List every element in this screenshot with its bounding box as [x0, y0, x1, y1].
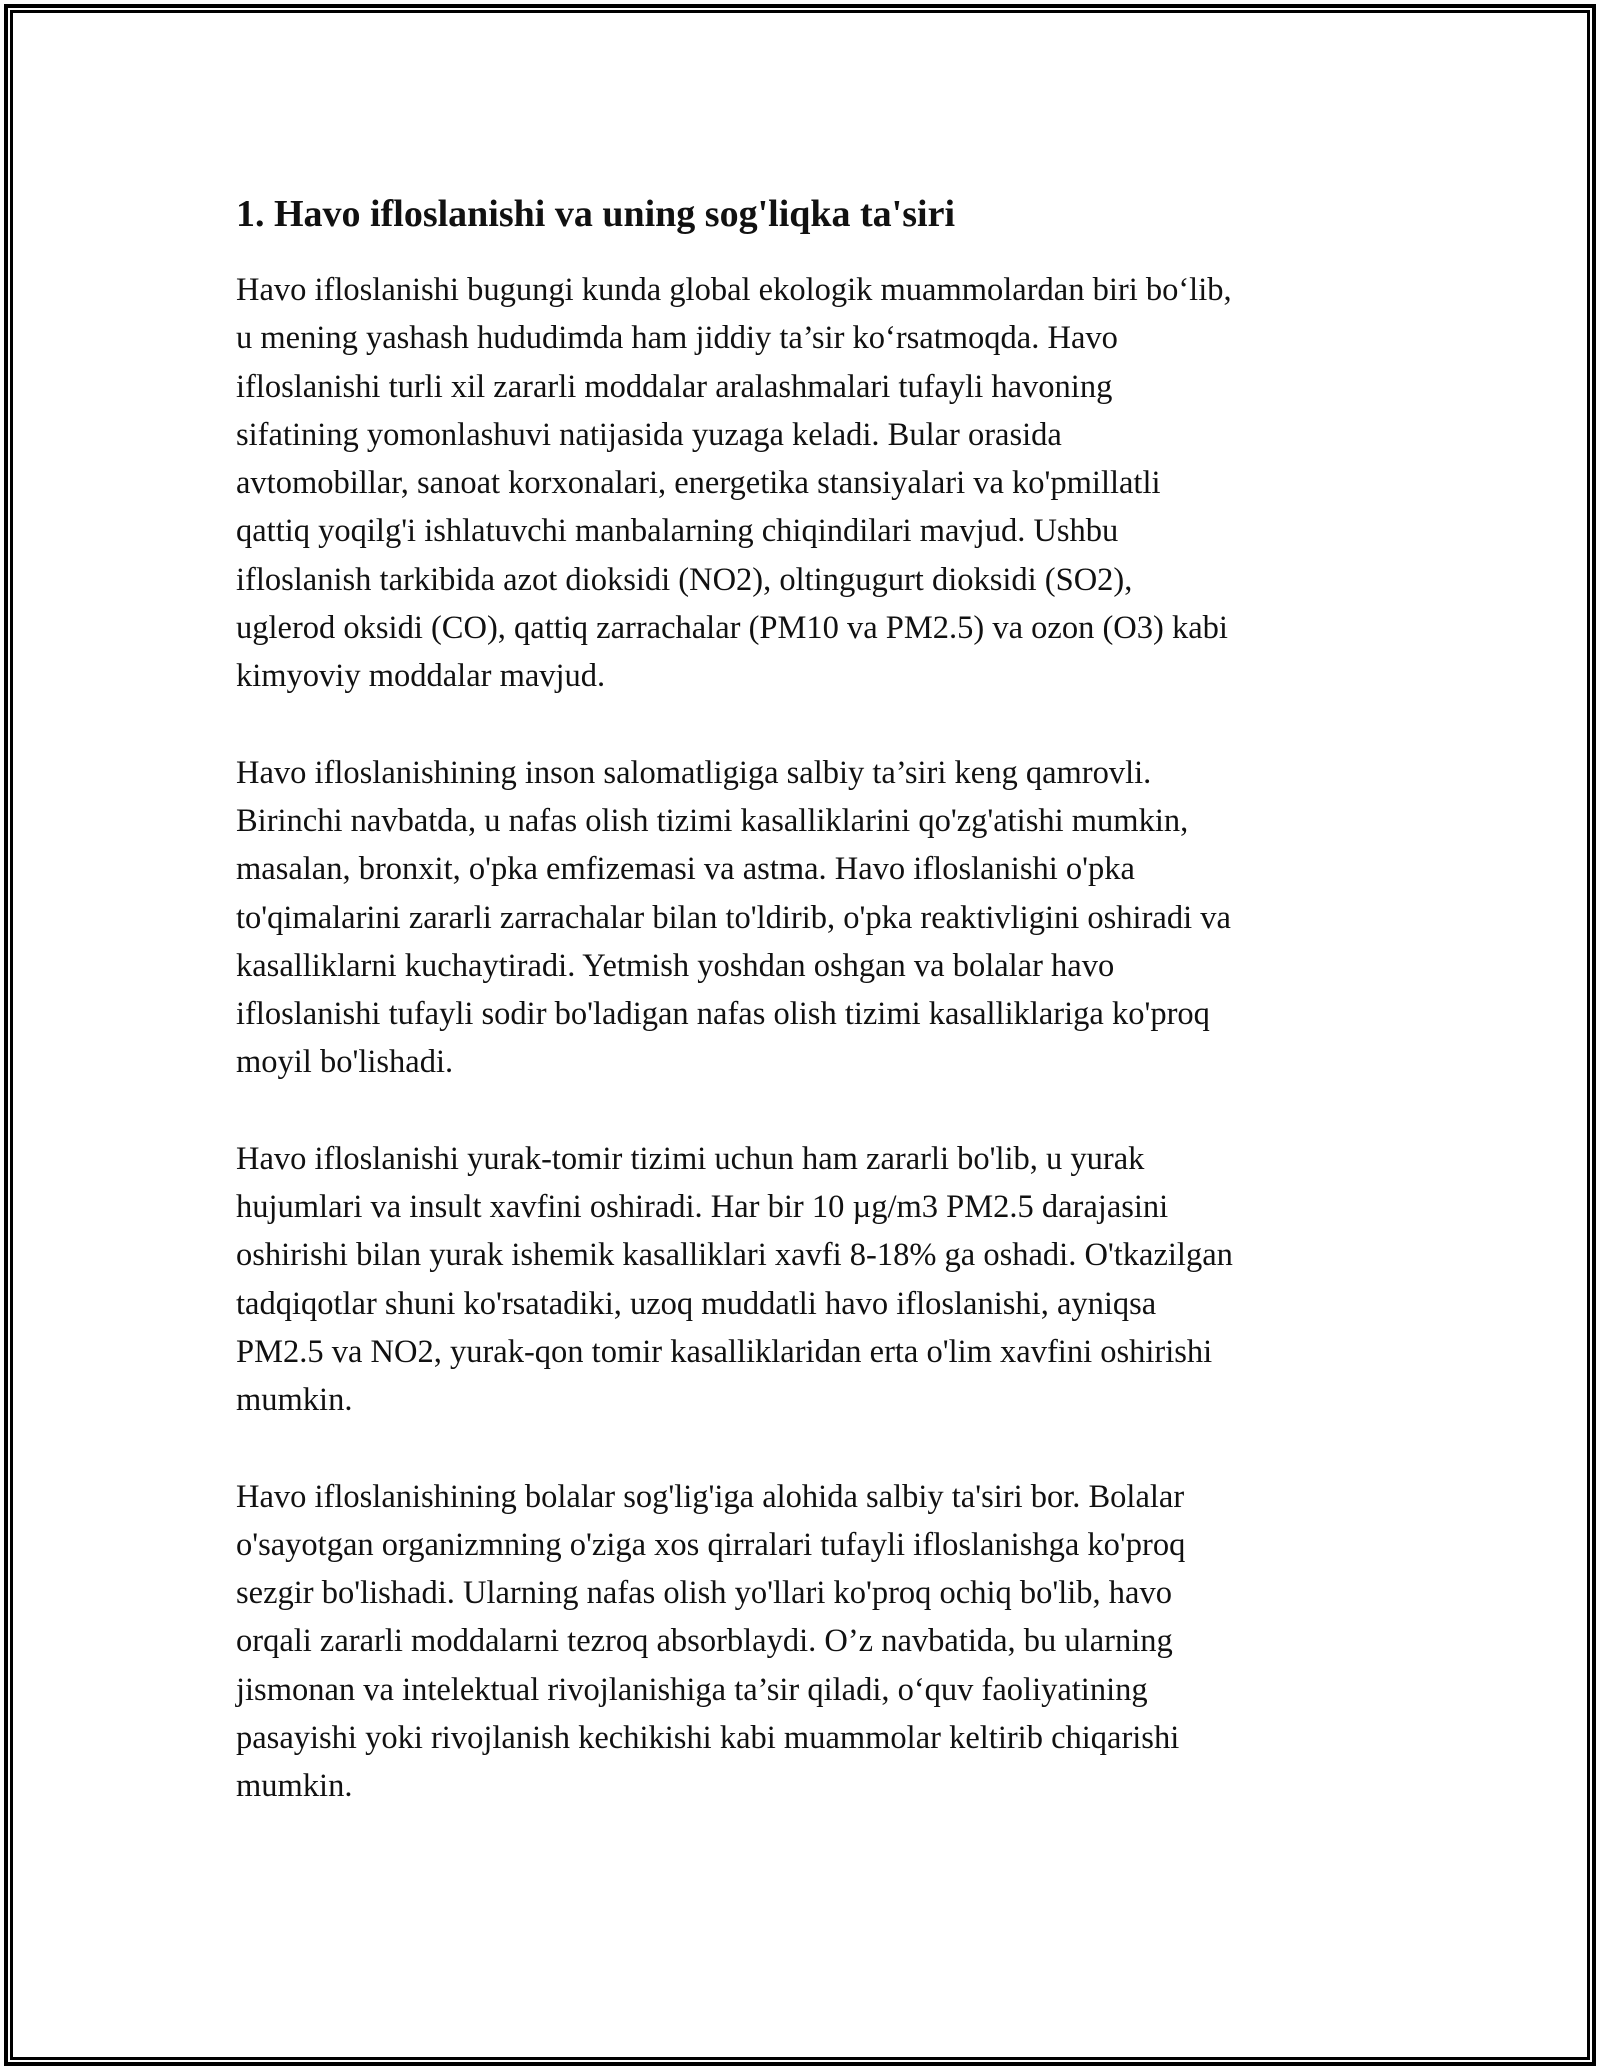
- text-line: PM2.5 va NO2, yurak-qon tomir kasalliklaridan erta o'lim xavfini oshirishi: [236, 1333, 1213, 1370]
- text-line: kasalliklarni kuchaytiradi. Yetmish yoshdan oshgan va bolalar havo: [236, 947, 1115, 984]
- text-line: mumkin.: [236, 1768, 353, 1805]
- text-line: sezgir bo'lishadi. Ularning nafas olish yo'llari ko'proq ochiq bo'lib, havo: [236, 1575, 1172, 1612]
- text-line: qattiq yoqilg'i ishlatuvchi manbalarning chiqindilari mavjud. Ushbu: [236, 513, 1119, 550]
- document-body: [236, 186, 1376, 1859]
- text-line: o'sayotgan organizmning o'ziga xos qirralari tufayli ifloslanishga ko'proq: [236, 1526, 1186, 1563]
- text-line: ifloslanishi tufayli sodir bo'ladigan nafas olish tizimi kasalliklariga ko'proq: [236, 996, 1210, 1033]
- text-line: Havo ifloslanishi bugungi kunda global ekologik muammolardan biri bo‘lib,: [236, 272, 1232, 308]
- text-line: to'qimalarini zararli zarrachalar bilan to'ldirib, o'pka reaktivligini oshiradi va: [236, 899, 1231, 936]
- section-heading: 1. Havo ifloslanishi va uning sog'liqka ta'siri: [236, 193, 956, 235]
- paragraph-2: [236, 749, 1376, 1087]
- text-line: masalan, bronxit, o'pka emfizemasi va astma. Havo ifloslanishi o'pka: [236, 851, 1135, 888]
- text-line: oshirishi bilan yurak ishemik kasalliklari xavfi 8-18% ga oshadi. O'tkazilgan: [236, 1237, 1233, 1274]
- paragraph-1: [236, 266, 1376, 701]
- text-line: jismonan va intelektual rivojlanishiga ta’sir qiladi, o‘quv faoliyatining: [236, 1671, 1148, 1708]
- text-line: moyil bo'lishadi.: [236, 1044, 454, 1081]
- text-line: sifatining yomonlashuvi natijasida yuzaga keladi. Bular orasida: [236, 416, 1062, 453]
- text-line: Birinchi navbatda, u nafas olish tizimi kasalliklarini qo'zg'atishi mumkin,: [236, 802, 1189, 839]
- text-line: ifloslanishi turli xil zararli moddalar aralashmalari tufayli havoning: [236, 368, 1113, 405]
- text-line: orqali zararli moddalarni tezroq absorblaydi. O’z navbatida, bu ularning: [236, 1623, 1173, 1660]
- text-line: u mening yashash hududimda ham jiddiy ta’sir ko‘rsatmoqda. Havo: [236, 320, 1118, 357]
- text-line: kimyoviy moddalar mavjud.: [236, 658, 606, 695]
- text-line: pasayishi yoki rivojlanish kechikishi kabi muammolar keltirib chiqarishi: [236, 1720, 1180, 1757]
- text-line: mumkin.: [236, 1382, 353, 1419]
- paragraph-3: [236, 1135, 1376, 1425]
- text-line: uglerod oksidi (CO), qattiq zarrachalar (PM10 va PM2.5) va ozon (O3) kabi: [236, 610, 1228, 647]
- text-line: Havo ifloslanishining bolalar sog'lig'iga alohida salbiy ta'siri bor. Bolalar: [236, 1478, 1185, 1515]
- text-line: Havo ifloslanishi yurak-tomir tizimi uchun ham zararli bo'lib, u yurak: [236, 1140, 1145, 1177]
- paragraph-4: [236, 1473, 1376, 1811]
- text-line: ifloslanish tarkibida azot dioksidi (NO2), oltingugurt dioksidi (SO2),: [236, 561, 1133, 598]
- paragraph-list: [236, 266, 1376, 1811]
- text-line: Havo ifloslanishining inson salomatligiga salbiy ta’siri keng qamrovli.: [236, 754, 1152, 791]
- text-line: hujumlari va insult xavfini oshiradi. Har bir 10 µg/m3 PM2.5 darajasini: [236, 1189, 1169, 1226]
- text-line: avtomobillar, sanoat korxonalari, energetika stansiyalari va ko'pmillatli: [236, 465, 1161, 502]
- text-line: tadqiqotlar shuni ko'rsatadiki, uzoq muddatli havo ifloslanishi, ayniqsa: [236, 1285, 1157, 1322]
